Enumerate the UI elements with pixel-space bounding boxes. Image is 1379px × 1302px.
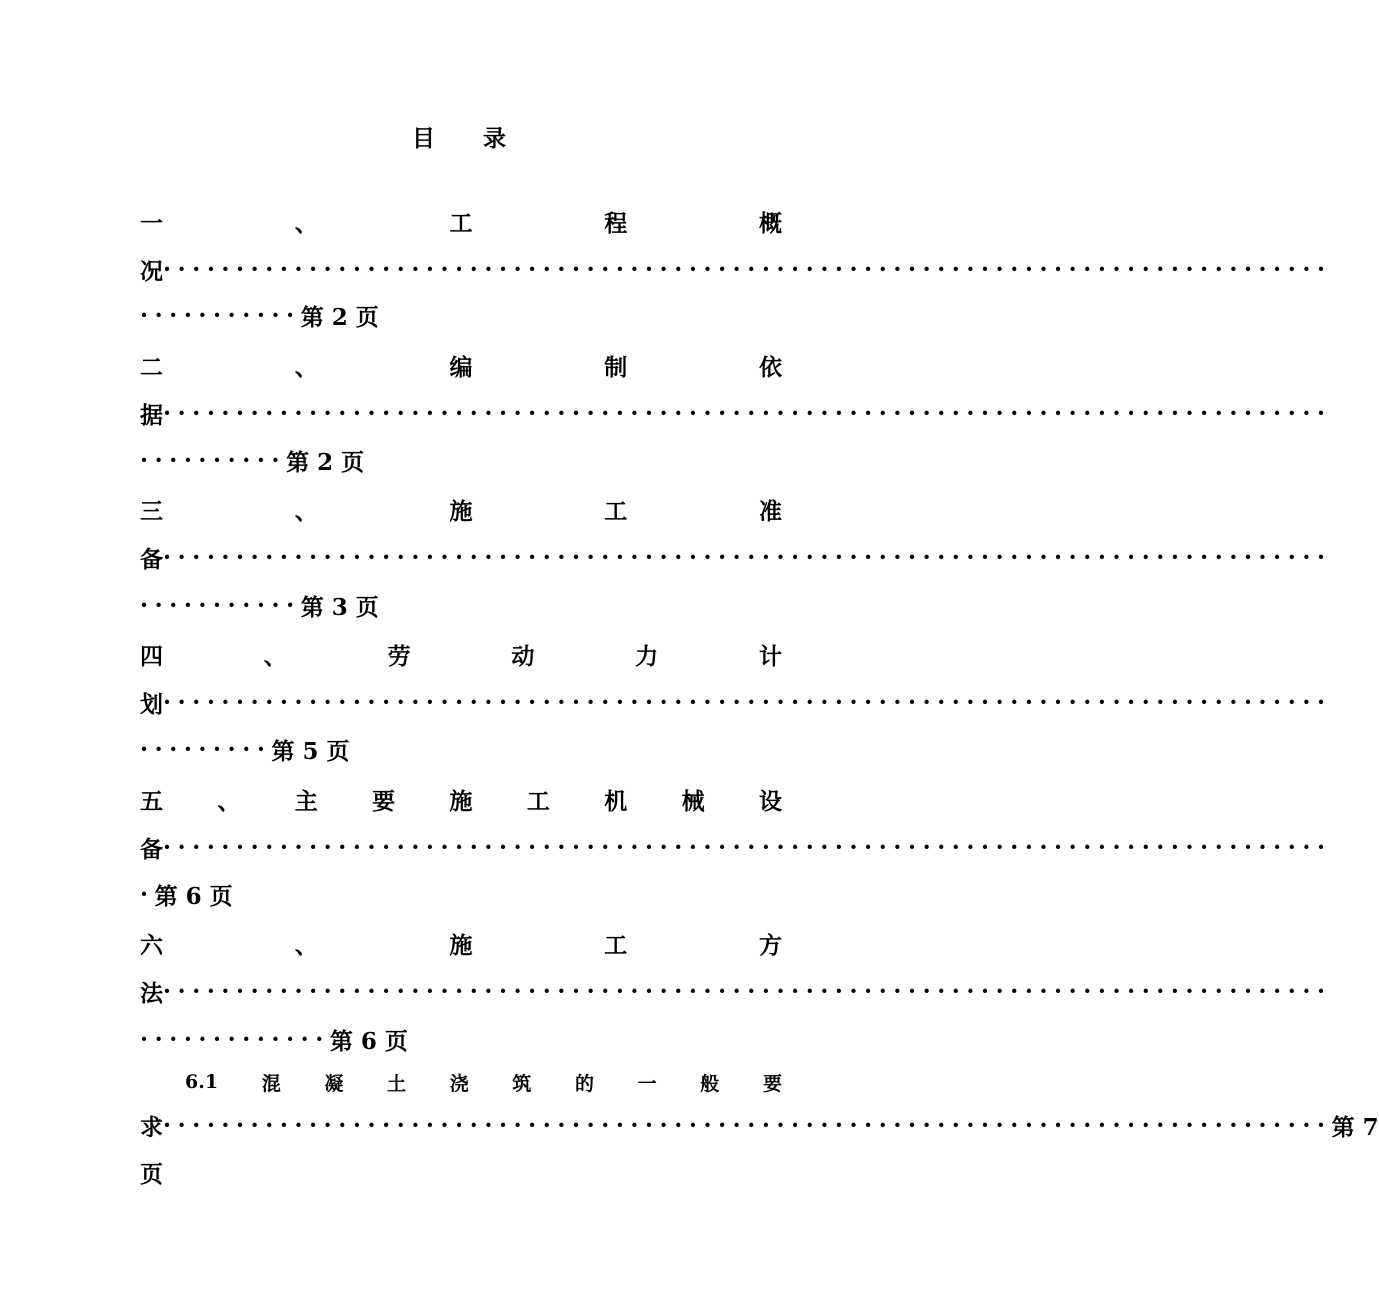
page-number-tail: 页 <box>140 1160 163 1188</box>
heading-char: 凝 <box>324 1072 344 1095</box>
dot-leader: ················································································ <box>163 255 1332 283</box>
page-number: 第 2 页 <box>286 448 365 476</box>
heading-char: 设 <box>759 787 782 815</box>
dot-leader: ················································································ <box>163 543 1332 571</box>
dot-leader: ········· <box>140 735 272 763</box>
toc-entry-6-leader <box>140 974 1332 1008</box>
heading-char: 编 <box>449 353 473 381</box>
heading-char: 、 <box>294 353 318 381</box>
dot-leader: · <box>140 880 155 908</box>
toc-entry-2-page <box>140 443 782 477</box>
heading-char: 土 <box>387 1072 407 1095</box>
toc-entry-5-page <box>140 877 782 911</box>
toc-entry-1-page <box>140 298 782 332</box>
toc-subentry-6-1-page-tail <box>140 1155 782 1189</box>
page-number: 第 5 页 <box>271 737 350 765</box>
title-char-1: 目 <box>412 125 437 152</box>
dot-leader: ··········· <box>140 301 301 329</box>
toc-entry-4-leader <box>140 685 1332 719</box>
heading-char: 工 <box>526 787 550 815</box>
heading-char: 程 <box>604 209 628 237</box>
dot-leader: ················································································ <box>163 1111 1332 1139</box>
heading-last-char: 据 <box>140 401 163 429</box>
dot-leader: ················································································ <box>163 688 1332 716</box>
heading-last-char: 划 <box>140 690 163 718</box>
toc-entry-5-heading <box>140 782 782 816</box>
heading-char: 要 <box>372 787 396 815</box>
toc-entry-4-page <box>140 732 782 766</box>
heading-char: 六 <box>140 931 163 959</box>
heading-char: 三 <box>140 497 163 525</box>
heading-char: 工 <box>449 209 473 237</box>
toc-subentry-6-1-heading <box>185 1065 782 1099</box>
heading-char: 、 <box>294 931 318 959</box>
heading-char: 一 <box>140 209 163 237</box>
heading-char: 计 <box>758 642 782 670</box>
heading-char: 施 <box>449 787 473 815</box>
toc-entry-6-heading <box>140 926 782 960</box>
page-number: 第 2 页 <box>300 303 379 331</box>
dot-leader: ················································································ <box>163 399 1332 427</box>
toc-entry-3-leader <box>140 540 1332 574</box>
heading-char: 主 <box>294 787 318 815</box>
heading-char: 筑 <box>512 1072 532 1095</box>
toc-entry-2-heading <box>140 348 782 382</box>
heading-char: 机 <box>604 787 628 815</box>
toc-entry-6-page <box>140 1022 782 1056</box>
toc-title <box>0 120 920 153</box>
heading-char: 方 <box>759 931 782 959</box>
heading-char: 概 <box>759 209 782 237</box>
title-char-2: 录 <box>483 125 508 152</box>
heading-last-char: 求 <box>140 1113 163 1141</box>
heading-char: 一 <box>637 1072 657 1095</box>
heading-char: 动 <box>511 642 535 670</box>
heading-char: 二 <box>140 353 163 381</box>
heading-char: 、 <box>294 209 318 237</box>
heading-last-char: 备 <box>140 545 163 573</box>
toc-subentry-6-1-leader <box>140 1108 1379 1142</box>
toc-entry-3-heading <box>140 492 782 526</box>
heading-char: 工 <box>604 497 628 525</box>
heading-char: 要 <box>762 1072 782 1095</box>
heading-last-char: 备 <box>140 835 163 863</box>
heading-char: 制 <box>604 353 628 381</box>
dot-leader: ·········· <box>140 446 287 474</box>
heading-last-char: 况 <box>140 257 163 285</box>
heading-char: 四 <box>140 642 163 670</box>
heading-char: 依 <box>759 353 782 381</box>
page-number: 第 6 页 <box>329 1027 408 1055</box>
heading-char: 般 <box>700 1072 720 1095</box>
page-number: 第 3 页 <box>300 593 379 621</box>
heading-char: 施 <box>449 931 473 959</box>
heading-char: 、 <box>217 787 241 815</box>
page-number: 第 6 页 <box>154 882 233 910</box>
page-number: 第 7 <box>1331 1113 1379 1141</box>
toc-entry-5-leader <box>140 830 1332 864</box>
toc-entry-1-heading <box>140 204 782 238</box>
dot-leader: ················································································ <box>163 977 1332 1005</box>
heading-char: 浇 <box>449 1072 469 1095</box>
heading-char: 、 <box>294 497 318 525</box>
heading-last-char: 法 <box>140 979 163 1007</box>
toc-entry-1-leader <box>140 252 1332 286</box>
heading-char: 力 <box>635 642 659 670</box>
heading-char: 械 <box>681 787 705 815</box>
heading-char: 的 <box>574 1072 594 1095</box>
heading-char: 6.1 <box>185 1071 219 1093</box>
heading-char: 、 <box>263 642 287 670</box>
heading-char: 混 <box>261 1072 281 1095</box>
heading-char: 施 <box>449 497 473 525</box>
dot-leader: ············· <box>140 1025 330 1053</box>
toc-entry-3-page <box>140 588 782 622</box>
dot-leader: ··········· <box>140 591 301 619</box>
heading-char: 劳 <box>387 642 411 670</box>
heading-char: 工 <box>604 931 628 959</box>
heading-char: 五 <box>140 787 163 815</box>
toc-entry-4-heading <box>140 637 782 671</box>
toc-entry-2-leader <box>140 396 1332 430</box>
heading-char: 准 <box>759 497 782 525</box>
dot-leader: ················································································ <box>163 833 1332 861</box>
